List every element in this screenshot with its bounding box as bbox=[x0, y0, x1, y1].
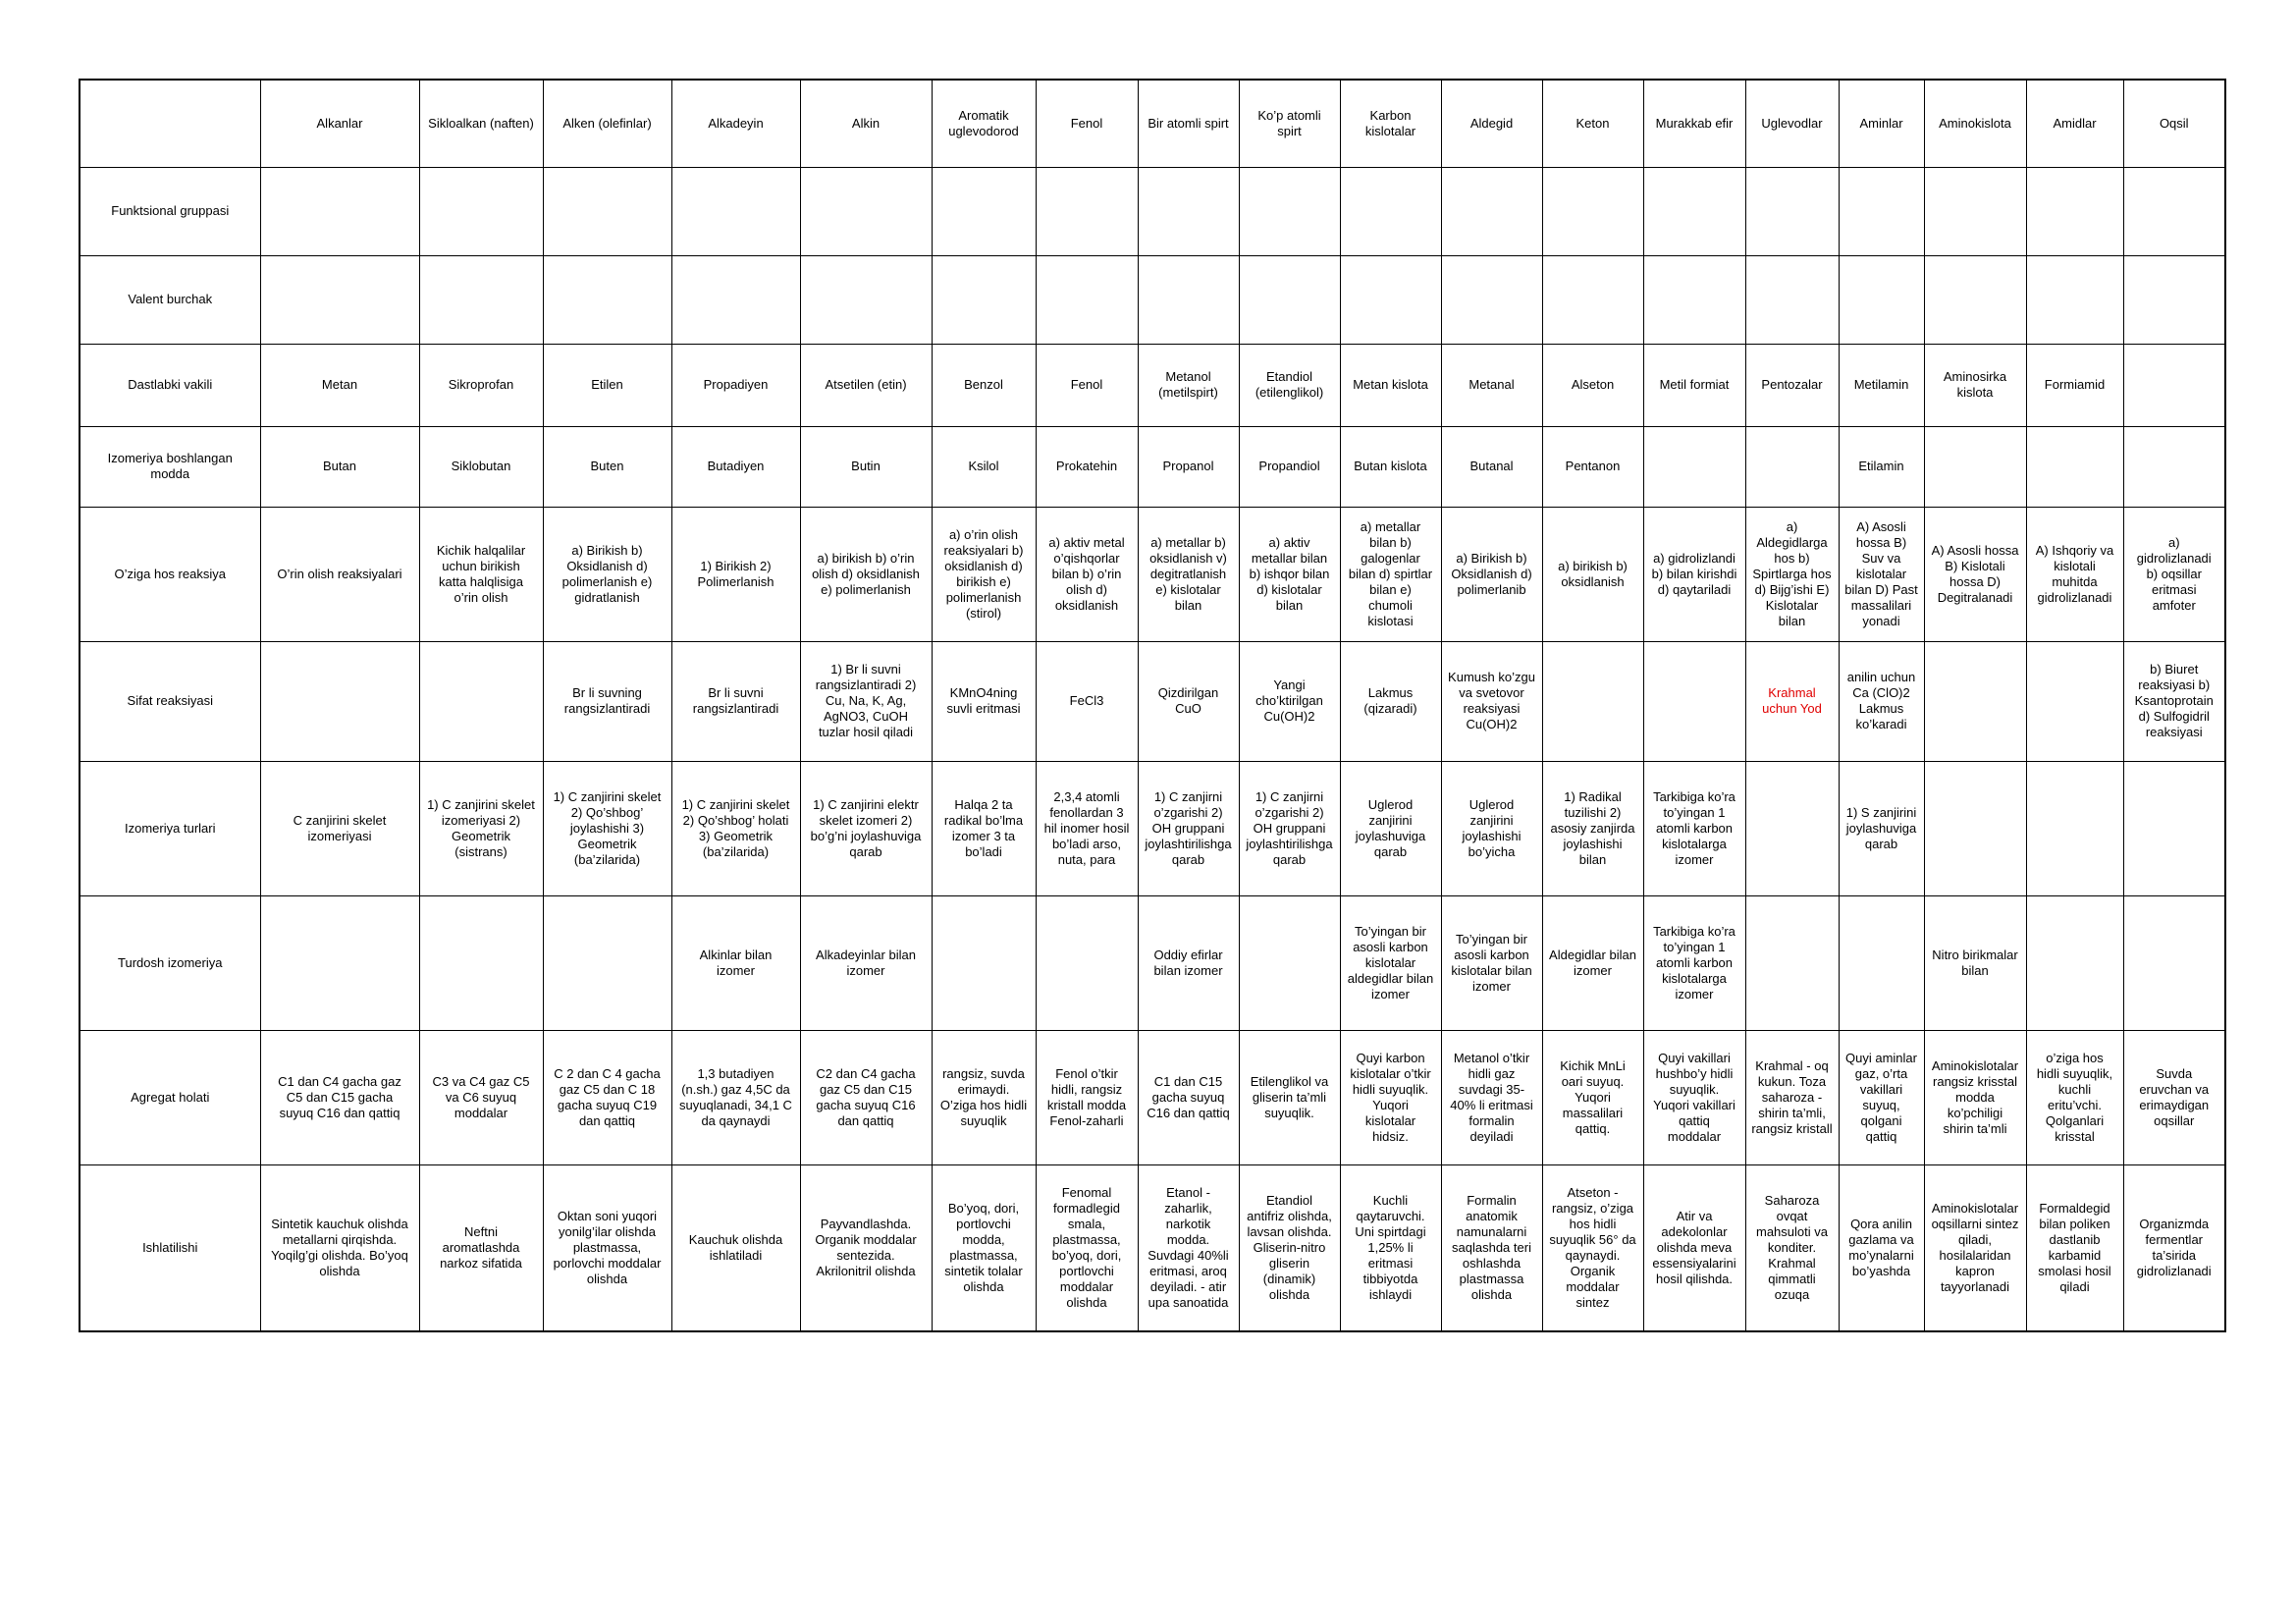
table-row-valent-burchak bbox=[80, 255, 2225, 344]
table-cell bbox=[2123, 426, 2225, 507]
table-cell: a) Birikish b) Oksidlanish d) polimerlanib bbox=[1441, 507, 1542, 641]
table-cell bbox=[2123, 344, 2225, 426]
table-cell bbox=[260, 167, 419, 255]
table-cell bbox=[1745, 255, 1839, 344]
column-header-murakkab-efir: Murakkab efir bbox=[1643, 80, 1745, 167]
table-cell bbox=[1036, 895, 1138, 1030]
table-cell bbox=[932, 895, 1036, 1030]
column-header-aldegid: Aldegid bbox=[1441, 80, 1542, 167]
table-cell: Br li suvni rangsizlantiradi bbox=[671, 641, 800, 761]
row-label: Dastlabki vakili bbox=[80, 344, 260, 426]
table-cell: Metanal bbox=[1441, 344, 1542, 426]
column-header-ko-p-atomli-spirt: Ko’p atomli spirt bbox=[1239, 80, 1340, 167]
table-cell: Metan kislota bbox=[1340, 344, 1441, 426]
column-header-amidlar: Amidlar bbox=[2026, 80, 2123, 167]
table-cell: 1) Br li suvni rangsizlantiradi 2) Cu, Na, K, Ag, AgNO3, CuOH tuzlar hosil qiladi bbox=[800, 641, 932, 761]
table-cell bbox=[1924, 167, 2026, 255]
row-label: Ishlatilishi bbox=[80, 1164, 260, 1331]
table-cell: rangsiz, suvda erimaydi. O’ziga hos hidli suyuqlik bbox=[932, 1030, 1036, 1164]
table-cell: Etandiol (etilenglikol) bbox=[1239, 344, 1340, 426]
table-cell bbox=[543, 167, 671, 255]
comparison-table bbox=[79, 79, 2226, 1332]
table-cell bbox=[1138, 167, 1239, 255]
table-cell: Qora anilin gazlama va mo’ynalarni bo’yashda bbox=[1839, 1164, 1924, 1331]
row-label: Funktsional gruppasi bbox=[80, 167, 260, 255]
table-cell: a) metallar b) oksidlanish v) degitratlanish e) kislotalar bilan bbox=[1138, 507, 1239, 641]
table-cell: C 2 dan C 4 gacha gaz C5 dan C 18 gacha suyuq C19 dan qattiq bbox=[543, 1030, 671, 1164]
table-cell: Metilamin bbox=[1839, 344, 1924, 426]
table-cell bbox=[2026, 255, 2123, 344]
row-label: Sifat reaksiyasi bbox=[80, 641, 260, 761]
table-cell: a) Aldegidlarga hos b) Spirtlarga hos d) Bijg’ishi E) Kislotalar bilan bbox=[1745, 507, 1839, 641]
table-cell bbox=[260, 641, 419, 761]
column-header-fenol: Fenol bbox=[1036, 80, 1138, 167]
table-cell: Bo’yoq, dori, portlovchi modda, plastmassa, sintetik tolalar olishda bbox=[932, 1164, 1036, 1331]
table-cell bbox=[1745, 167, 1839, 255]
table-cell bbox=[1745, 426, 1839, 507]
table-cell: Formaldegid bilan poliken dastlanib karbamid smolasi hosil qiladi bbox=[2026, 1164, 2123, 1331]
table-cell bbox=[1745, 761, 1839, 895]
table-cell: Ksilol bbox=[932, 426, 1036, 507]
table-row-sifat-reaksiyasi bbox=[80, 641, 2225, 761]
table-cell: Propanol bbox=[1138, 426, 1239, 507]
table-cell: Aminokislotalar oqsillarni sintez qiladi, hosilalaridan kapron tayyorlanadi bbox=[1924, 1164, 2026, 1331]
table-cell: C1 dan C4 gacha gaz C5 dan C15 gacha suyuq C16 dan qattiq bbox=[260, 1030, 419, 1164]
table-cell bbox=[2026, 167, 2123, 255]
table-cell: Formiamid bbox=[2026, 344, 2123, 426]
table-cell bbox=[1924, 761, 2026, 895]
table-cell: Neftni aromatlashda narkoz sifatida bbox=[419, 1164, 543, 1331]
table-cell: Atir va adekolonlar olishda meva essensiyalarini hosil qilishda. bbox=[1643, 1164, 1745, 1331]
table-cell: Payvandlashda. Organik moddalar sentezida. Akrilonitril olishda bbox=[800, 1164, 932, 1331]
table-row-ishlatilishi bbox=[80, 1164, 2225, 1331]
table-cell: C1 dan C15 gacha suyuq C16 dan qattiq bbox=[1138, 1030, 1239, 1164]
table-cell: 1) C zanjirini skelet izomeriyasi 2) Geometrik (sistrans) bbox=[419, 761, 543, 895]
table-cell: A) Asosli hossa B) Suv va kislotalar bilan D) Past massalilari yonadi bbox=[1839, 507, 1924, 641]
table-cell bbox=[2026, 761, 2123, 895]
column-header-alkin: Alkin bbox=[800, 80, 932, 167]
table-cell: o’ziga hos hidli suyuqlik, kuchli eritu’vchi. Qolganlari krisstal bbox=[2026, 1030, 2123, 1164]
table-cell: 1) C zanjirini elektr skelet izomeri 2) bo’g’ni joylashuviga qarab bbox=[800, 761, 932, 895]
table-cell bbox=[1839, 255, 1924, 344]
table-cell: Organizmda fermentlar ta’sirida gidrolizlanadi bbox=[2123, 1164, 2225, 1331]
table-cell: a) metallar bilan b) galogenlar bilan d) spirtlar bilan e) chumoli kislotasi bbox=[1340, 507, 1441, 641]
table-cell: A) Ishqoriy va kislotali muhitda gidrolizlanadi bbox=[2026, 507, 2123, 641]
column-header-aminlar: Aminlar bbox=[1839, 80, 1924, 167]
table-cell bbox=[2123, 255, 2225, 344]
table-cell bbox=[1643, 167, 1745, 255]
table-cell: Sintetik kauchuk olishda metallarni qirqishda. Yoqilg’gi olishda. Bo’yoq olishda bbox=[260, 1164, 419, 1331]
table-row-izomeriya-boshlangan-modda bbox=[80, 426, 2225, 507]
row-label: Valent burchak bbox=[80, 255, 260, 344]
corner-cell bbox=[80, 80, 260, 167]
table-cell: Uglerod zanjirini joylashishi bo’yicha bbox=[1441, 761, 1542, 895]
column-header-aminokislota: Aminokislota bbox=[1924, 80, 2026, 167]
table-cell: a) o’rin olish reaksiyalari b) oksidlanish d) birikish e) polimerlanish (stirol) bbox=[932, 507, 1036, 641]
table-cell: Alseton bbox=[1542, 344, 1643, 426]
table-cell: Oddiy efirlar bilan izomer bbox=[1138, 895, 1239, 1030]
table-cell: 2,3,4 atomli fenollardan 3 hil inomer hosil bo’ladi arso, nuta, para bbox=[1036, 761, 1138, 895]
table-cell: Butadiyen bbox=[671, 426, 800, 507]
table-cell: Quyi aminlar gaz, o’rta vakillari suyuq, qolgani qattiq bbox=[1839, 1030, 1924, 1164]
row-label: Izomeriya boshlangan modda bbox=[80, 426, 260, 507]
table-cell: Fenol o’tkir hidli, rangsiz kristall modda Fenol-zaharli bbox=[1036, 1030, 1138, 1164]
table-cell: C zanjirini skelet izomeriyasi bbox=[260, 761, 419, 895]
table-cell bbox=[1036, 255, 1138, 344]
table-cell bbox=[1745, 895, 1839, 1030]
table-cell: Etilen bbox=[543, 344, 671, 426]
table-cell: Br li suvning rangsizlantiradi bbox=[543, 641, 671, 761]
table-cell: Qizdirilgan CuO bbox=[1138, 641, 1239, 761]
column-header-uglevodlar: Uglevodlar bbox=[1745, 80, 1839, 167]
table-cell bbox=[1036, 167, 1138, 255]
table-cell: A) Asosli hossa B) Kislotali hossa D) Degitralanadi bbox=[1924, 507, 2026, 641]
table-cell: b) Biuret reaksiyasi b) Ksantoprotain d) Sulfogidril reaksiyasi bbox=[2123, 641, 2225, 761]
table-cell: Etandiol antifriz olishda, lavsan olishda. Gliserin-nitro gliserin (dinamik) olishda bbox=[1239, 1164, 1340, 1331]
table-cell: Butan bbox=[260, 426, 419, 507]
table-cell: Uglerod zanjirini joylashuviga qarab bbox=[1340, 761, 1441, 895]
table-cell bbox=[260, 255, 419, 344]
table-cell: Tarkibiga ko’ra to’yingan 1 atomli karbon kislotalarga izomer bbox=[1643, 761, 1745, 895]
table-cell: anilin uchun Ca (ClO)2 Lakmus ko’karadi bbox=[1839, 641, 1924, 761]
table-cell: Etilenglikol va gliserin ta’mli suyuqlik. bbox=[1239, 1030, 1340, 1164]
table-cell: Pentozalar bbox=[1745, 344, 1839, 426]
table-cell: Aminokislotalar rangsiz krisstal modda ko’pchiligi shirin ta’mli bbox=[1924, 1030, 2026, 1164]
table-cell bbox=[800, 255, 932, 344]
table-cell: Butanal bbox=[1441, 426, 1542, 507]
table-cell: Quyi vakillari hushbo’y hidli suyuqlik. Yuqori vakillari qattiq moddalar bbox=[1643, 1030, 1745, 1164]
column-header-oqsil: Oqsil bbox=[2123, 80, 2225, 167]
table-cell: Atsetilen (etin) bbox=[800, 344, 932, 426]
table-cell bbox=[1924, 641, 2026, 761]
table-cell: Aminosirka kislota bbox=[1924, 344, 2026, 426]
table-cell: Etanol - zaharlik, narkotik modda. Suvdagi 40%li eritmasi, aroq deyiladi. - atir upa sanoatida bbox=[1138, 1164, 1239, 1331]
table-cell bbox=[1839, 895, 1924, 1030]
table-cell: Butan kislota bbox=[1340, 426, 1441, 507]
table-cell: Fenol bbox=[1036, 344, 1138, 426]
table-cell: 1) Birikish 2) Polimerlanish bbox=[671, 507, 800, 641]
table-cell bbox=[1643, 641, 1745, 761]
table-cell bbox=[419, 895, 543, 1030]
table-cell: O’rin olish reaksiyalari bbox=[260, 507, 419, 641]
table-cell: Siklobutan bbox=[419, 426, 543, 507]
table-cell: a) birikish b) o’rin olish d) oksidlanish e) polimerlanish bbox=[800, 507, 932, 641]
column-header-bir-atomli-spirt: Bir atomli spirt bbox=[1138, 80, 1239, 167]
column-header-keton: Keton bbox=[1542, 80, 1643, 167]
table-cell: Kuchli qaytaruvchi. Uni spirtdagi 1,25% li eritmasi tibbiyotda ishlaydi bbox=[1340, 1164, 1441, 1331]
table-cell bbox=[2026, 641, 2123, 761]
table-cell bbox=[671, 167, 800, 255]
table-cell: a) gidrolizlandi b) bilan kirishdi d) qaytariladi bbox=[1643, 507, 1745, 641]
table-cell bbox=[1542, 255, 1643, 344]
table-cell bbox=[543, 895, 671, 1030]
table-row-turdosh-izomeriya bbox=[80, 895, 2225, 1030]
table-cell bbox=[2026, 895, 2123, 1030]
table-cell bbox=[1924, 255, 2026, 344]
table-cell: FeCl3 bbox=[1036, 641, 1138, 761]
row-label: O’ziga hos reaksiya bbox=[80, 507, 260, 641]
table-cell: C3 va C4 gaz C5 va C6 suyuq moddalar bbox=[419, 1030, 543, 1164]
table-cell: Butin bbox=[800, 426, 932, 507]
table-cell bbox=[1643, 255, 1745, 344]
table-row-funktsional-gruppasi bbox=[80, 167, 2225, 255]
table-cell: Quyi karbon kislotalar o’tkir hidli suyuqlik. Yuqori kislotalar hidsiz. bbox=[1340, 1030, 1441, 1164]
table-row-dastlabki-vakili bbox=[80, 344, 2225, 426]
table-cell: Prokatehin bbox=[1036, 426, 1138, 507]
table-cell bbox=[1340, 167, 1441, 255]
table-cell bbox=[1441, 167, 1542, 255]
row-label: Agregat holati bbox=[80, 1030, 260, 1164]
table-cell bbox=[1643, 426, 1745, 507]
table-cell: 1) C zanjirni o’zgarishi 2) OH gruppani joylashtirilishga qarab bbox=[1239, 761, 1340, 895]
table-cell: Krahmal uchun Yod bbox=[1745, 641, 1839, 761]
column-header-sikloalkan-naften: Sikloalkan (naften) bbox=[419, 80, 543, 167]
table-cell: Propadiyen bbox=[671, 344, 800, 426]
column-header-aromatik-uglevodorod: Aromatik uglevodorod bbox=[932, 80, 1036, 167]
table-cell: Metanol (metilspirt) bbox=[1138, 344, 1239, 426]
table-cell: 1) C zanjirini skelet 2) Qo’shbog’ holati 3) Geometrik (ba’zilarida) bbox=[671, 761, 800, 895]
table-cell bbox=[1441, 255, 1542, 344]
column-header-alkadeyin: Alkadeyin bbox=[671, 80, 800, 167]
table-cell: Metil formiat bbox=[1643, 344, 1745, 426]
column-header-alkanlar: Alkanlar bbox=[260, 80, 419, 167]
table-cell bbox=[1239, 255, 1340, 344]
column-header-alken-olefinlar: Alken (olefinlar) bbox=[543, 80, 671, 167]
table-cell: 1) Radikal tuzilishi 2) asosiy zanjirda joylashishi bilan bbox=[1542, 761, 1643, 895]
table-row-o-ziga-hos-reaksiya bbox=[80, 507, 2225, 641]
table-cell: a) aktiv metal o’qishqorlar bilan b) o’rin olish d) oksidlanish bbox=[1036, 507, 1138, 641]
table-cell bbox=[932, 167, 1036, 255]
table-cell: Tarkibiga ko’ra to’yingan 1 atomli karbon kislotalarga izomer bbox=[1643, 895, 1745, 1030]
table-cell: 1) C zanjirini skelet 2) Qo’shbog’ joylashishi 3) Geometrik (ba’zilarida) bbox=[543, 761, 671, 895]
table-cell bbox=[2123, 761, 2225, 895]
row-label: Turdosh izomeriya bbox=[80, 895, 260, 1030]
table-cell bbox=[800, 167, 932, 255]
table-cell bbox=[419, 167, 543, 255]
table-cell: Etilamin bbox=[1839, 426, 1924, 507]
table-cell bbox=[419, 255, 543, 344]
table-cell: 1) C zanjirni o’zgarishi 2) OH gruppani joylashtirilishga qarab bbox=[1138, 761, 1239, 895]
table-cell: Nitro birikmalar bilan bbox=[1924, 895, 2026, 1030]
table-cell: Kumush ko’zgu va svetovor reaksiyasi Cu(OH)2 bbox=[1441, 641, 1542, 761]
table-cell: Oktan soni yuqori yonilg’ilar olishda plastmassa, porlovchi moddalar olishda bbox=[543, 1164, 671, 1331]
table-cell: Yangi cho’ktirilgan Cu(OH)2 bbox=[1239, 641, 1340, 761]
table-cell bbox=[1340, 255, 1441, 344]
table-cell: Metanol o’tkir hidli gaz suvdagi 35- 40% li eritmasi formalin deyiladi bbox=[1441, 1030, 1542, 1164]
table-cell: C2 dan C4 gacha gaz C5 dan C15 gacha suyuq C16 dan qattiq bbox=[800, 1030, 932, 1164]
table-row-izomeriya-turlari bbox=[80, 761, 2225, 895]
table-cell: Alkinlar bilan izomer bbox=[671, 895, 800, 1030]
table-cell: Suvda eruvchan va erimaydigan oqsillar bbox=[2123, 1030, 2225, 1164]
table-cell bbox=[1239, 895, 1340, 1030]
header-row bbox=[80, 80, 2225, 167]
table-cell bbox=[543, 255, 671, 344]
table-cell: Krahmal - oq kukun. Toza saharoza - shirin ta’mli, rangsiz kristall bbox=[1745, 1030, 1839, 1164]
table-cell bbox=[1542, 167, 1643, 255]
table-cell: Benzol bbox=[932, 344, 1036, 426]
table-cell bbox=[2123, 895, 2225, 1030]
table-cell: Kichik halqalilar uchun birikish katta halqlisiga o’rin olish bbox=[419, 507, 543, 641]
table-cell: KMnO4ning suvli eritmasi bbox=[932, 641, 1036, 761]
table-cell: Saharoza ovqat mahsuloti va konditer. Krahmal qimmatli ozuqa bbox=[1745, 1164, 1839, 1331]
table-cell: Propandiol bbox=[1239, 426, 1340, 507]
table-cell: Buten bbox=[543, 426, 671, 507]
table-cell: Halqa 2 ta radikal bo’lma izomer 3 ta bo’ladi bbox=[932, 761, 1036, 895]
table-cell bbox=[260, 895, 419, 1030]
table-cell bbox=[932, 255, 1036, 344]
table-cell bbox=[671, 255, 800, 344]
table-cell: Fenomal formadlegid smala, plastmassa, bo’yoq, dori, portlovchi moddalar olishda bbox=[1036, 1164, 1138, 1331]
table-cell: 1) S zanjirini joylashuviga qarab bbox=[1839, 761, 1924, 895]
table-cell: a) Birikish b) Oksidlanish d) polimerlanish e) gidratlanish bbox=[543, 507, 671, 641]
table-cell: Alkadeyinlar bilan izomer bbox=[800, 895, 932, 1030]
table-cell bbox=[419, 641, 543, 761]
table-row-agregat-holati bbox=[80, 1030, 2225, 1164]
table-cell: Lakmus (qizaradi) bbox=[1340, 641, 1441, 761]
table-cell: Sikroprofan bbox=[419, 344, 543, 426]
table-cell: a) birikish b) oksidlanish bbox=[1542, 507, 1643, 641]
table-cell: Kichik MnLi oari suyuq. Yuqori massalilari qattiq. bbox=[1542, 1030, 1643, 1164]
row-label: Izomeriya turlari bbox=[80, 761, 260, 895]
table-cell: a) aktiv metallar bilan b) ishqor bilan d) kislotalar bilan bbox=[1239, 507, 1340, 641]
table-cell bbox=[1839, 167, 1924, 255]
table-cell bbox=[1542, 641, 1643, 761]
table-cell: Pentanon bbox=[1542, 426, 1643, 507]
table-cell: Atseton - rangsiz, o’ziga hos hidli suyuqlik 56° da qaynaydi. Organik moddalar sintez bbox=[1542, 1164, 1643, 1331]
table-cell bbox=[1924, 426, 2026, 507]
table-cell bbox=[1239, 167, 1340, 255]
table-cell: Kauchuk olishda ishlatiladi bbox=[671, 1164, 800, 1331]
table-cell: Formalin anatomik namunalarni saqlashda teri oshlashda plastmassa olishda bbox=[1441, 1164, 1542, 1331]
table-cell: To’yingan bir asosli karbon kislotalar bilan izomer bbox=[1441, 895, 1542, 1030]
column-header-karbon-kislotalar: Karbon kislotalar bbox=[1340, 80, 1441, 167]
table-cell bbox=[2123, 167, 2225, 255]
table-cell: To’yingan bir asosli karbon kislotalar aldegidlar bilan izomer bbox=[1340, 895, 1441, 1030]
table-cell: Metan bbox=[260, 344, 419, 426]
table-cell: 1,3 butadiyen (n.sh.) gaz 4,5C da suyuqlanadi, 34,1 C da qaynaydi bbox=[671, 1030, 800, 1164]
table-cell: a) gidrolizlanadi b) oqsillar eritmasi amfoter bbox=[2123, 507, 2225, 641]
table-cell: Aldegidlar bilan izomer bbox=[1542, 895, 1643, 1030]
table-cell bbox=[1138, 255, 1239, 344]
table-cell bbox=[2026, 426, 2123, 507]
